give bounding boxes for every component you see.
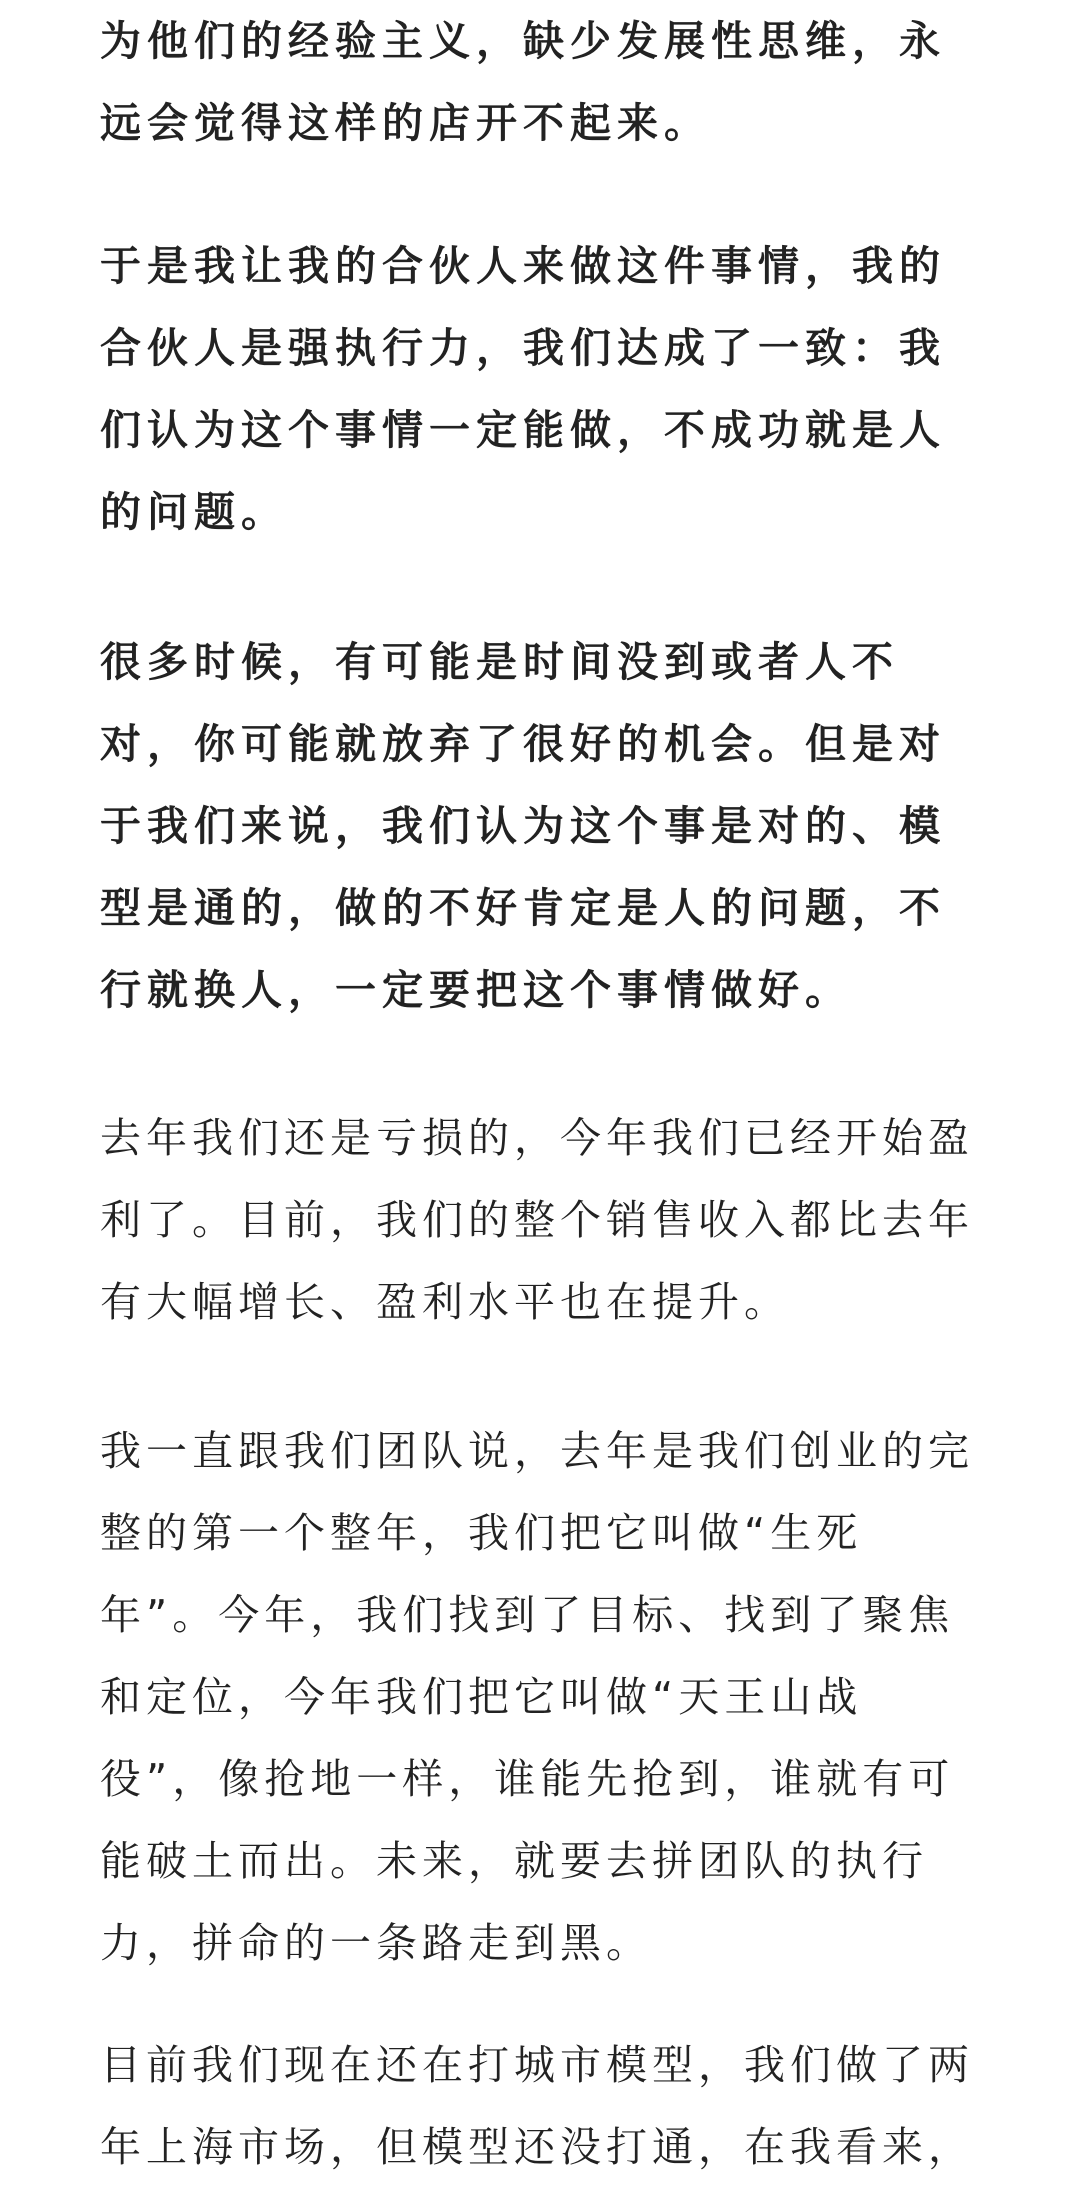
- paragraph-4: 去年我们还是亏损的，今年我们已经开始盈利了。目前，我们的整个销售收入都比去年有大幅增长、盈利水平也在提升。: [100, 1114, 974, 1326]
- paragraph-6: 目前我们现在还在打城市模型，我们做了两年上海市场，但模型还没打通，在我看来，: [100, 2041, 974, 2171]
- paragraph-1: 为他们的经验主义，缺少发展性思维，永远会觉得这样的店开不起来。: [100, 17, 946, 147]
- paragraph-5: 我一直跟我们团队说，去年是我们创业的完整的第一个整年，我们把它叫做“生死年”。今年，我们找到了目标、找到了聚焦和定位，今年我们把它叫做“天王山战役”，像抢地一样，谁能先抢到，谁就有可能破土而出。未来，就要去拼团队的执行力，拼命的一条路走到黑。: [100, 1427, 974, 1967]
- paragraph-2: 于是我让我的合伙人来做这件事情，我的合伙人是强执行力，我们达成了一致：我们认为这个事情一定能做，不成功就是人的问题。: [100, 242, 946, 536]
- paragraph-3: 很多时候，有可能是时间没到或者人不对，你可能就放弃了很好的机会。但是对于我们来说，我们认为这个事是对的、模型是通的，做的不好肯定是人的问题，不行就换人，一定要把这个事情做好。: [100, 638, 946, 1014]
